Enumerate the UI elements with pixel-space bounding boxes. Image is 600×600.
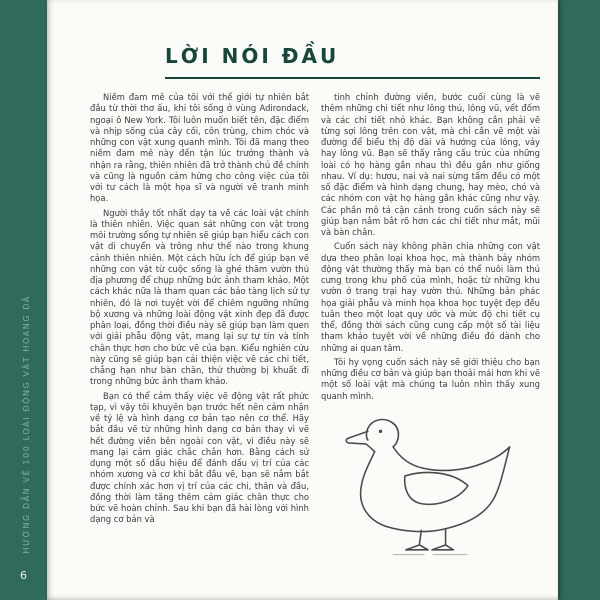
left-column [90, 92, 309, 558]
paragraph: Niềm đam mê của tôi với thế giới tự nhiên bắt đầu từ thời thơ ấu, khi tôi sống ở vùng Adirondack, ngoại ô New York. Tôi luôn muốn biết tên, đặc điểm và nhịp sống của cây cối, côn trùng, chim chóc và những con vật xung quanh mình. Tôi đã mang theo niềm đam mê này đến tận lúc trưởng thành và nhận ra rằng, thiên nhiên đã trở thành chủ đề chính và cũng là nguồn cảm hứng cho công việc của tôi với tư cách là một họa sĩ và người vẽ tranh minh họa. [90, 92, 309, 204]
text-columns [90, 92, 540, 558]
page-title: LỜI NÓI ĐẦU [165, 44, 340, 68]
page-number: 6 [20, 569, 27, 582]
spine-strip [0, 0, 47, 600]
page [47, 0, 558, 600]
spine-title: HƯỚNG DẪN VẼ 100 LOÀI ĐỘNG VẬT HOANG DÃ [22, 295, 31, 554]
right-column [321, 92, 540, 558]
paragraph: tinh chỉnh đường viền, bước cuối cùng là vẽ thêm những chi tiết như lông thú, lông vũ, vết đốm và các chi tiết nhỏ khác. Bạn không cần phải vẽ từng sợi lông trên con vật, mà chỉ cần vẽ một vài đường để biểu thị độ dài và hướng của lông, vảy hay lông vũ. Bạn sẽ thấy rằng cấu trúc của những loài có họ hàng gần nhau thì đều gần như giống nhau. Ví dụ: hươu, nai và nai sừng tấm đều có một số đặc điểm và hình dạng chung, hay mèo, chó và các nhóm con vật họ hàng gần khác cũng như vậy. Các phần mô tả cận cảnh trong cuốn sách này sẽ giúp bạn nắm bắt rõ hơn các chi tiết như mắt, mũi và bàn chân. [321, 92, 540, 237]
paragraph: Tôi hy vọng cuốn sách này sẽ giới thiệu cho bạn những điều cơ bản và giúp bạn thoải mái hơn khi vẽ một số loài vật mà chúng ta luôn nhìn thấy xung quanh mình. [321, 356, 540, 401]
duck-illustration [329, 408, 533, 559]
paragraph: Cuốn sách này không phân chia những con vật dựa theo phân loại khoa học, mà thành bảy nhóm động vật thường thấy mà bạn có thể nuôi làm thú cưng trong khu phố của mình, hoặc từ những khu vườn ở trang trại hay vườn thú. Những bản phác họa giải phẫu và minh họa khoa học tuyệt đẹp đều tuân theo một loạt quy ước và mức độ chi tiết cụ thể, đồng thời sách cũng cung cấp một số tài liệu tham khảo tuyệt vời về những điều đó dành cho những ai quan tâm. [321, 241, 540, 353]
title-rule [165, 77, 540, 79]
paragraph: Người thầy tốt nhất dạy ta về các loài vật chính là thiên nhiên. Việc quan sát những con vật trong môi trường sống tự nhiên sẽ giúp bạn hiểu cách con vật di chuyển và trông như thế nào trong khung cảnh thiên nhiên. Một cách hữu ích để giúp bạn vẽ những con vật từ cuộc sống là ghé thăm vườn thú địa phương để chụp những bức ảnh tham khảo. Một cách khác nữa là tham quan các bảo tàng lịch sử tự nhiên, đó là nơi tuyệt vời để chiêm ngưỡng những bộ xương và những loài động vật xinh đẹp đã được phân loại, đồng thời điều này sẽ giúp bạn làm quen với giải phẫu động vật, mang lại sự tự tin và tính chân thực hơn cho bức vẽ của bạn. Kiểu nghiên cứu này cũng sẽ giúp bạn cải thiện việc vẽ các chi tiết, chẳng hạn như bàn chân, thứ thường bị khuất đi trong những bức ảnh tham khảo. [90, 207, 309, 387]
paragraph: Bạn có thể cảm thấy việc vẽ động vật rất phức tạp, vì vậy tôi khuyên bạn trước hết nên cảm nhận về tỷ lệ và hình dạng cơ bản tạo nên cơ thể. Hãy bắt đầu vẽ từ những hình dạng cơ bản thay vì vẽ hết đường viền bên ngoài con vật, vì điều này sẽ mang lại cảm giác chắc chắn hơn. Bằng cách sử dụng một số dấu hiệu để đánh dấu vị trí của các nhóm xương và cơ khi bắt đầu vẽ, bạn sẽ nắm bắt được chính xác hơn vị trí của các chi, thân và đầu, đồng thời làm tăng thêm cảm giác chân thực cho bức vẽ hoàn chỉnh. Sau khi bạn đã hài lòng với hình dạng cơ bản và [90, 390, 309, 525]
